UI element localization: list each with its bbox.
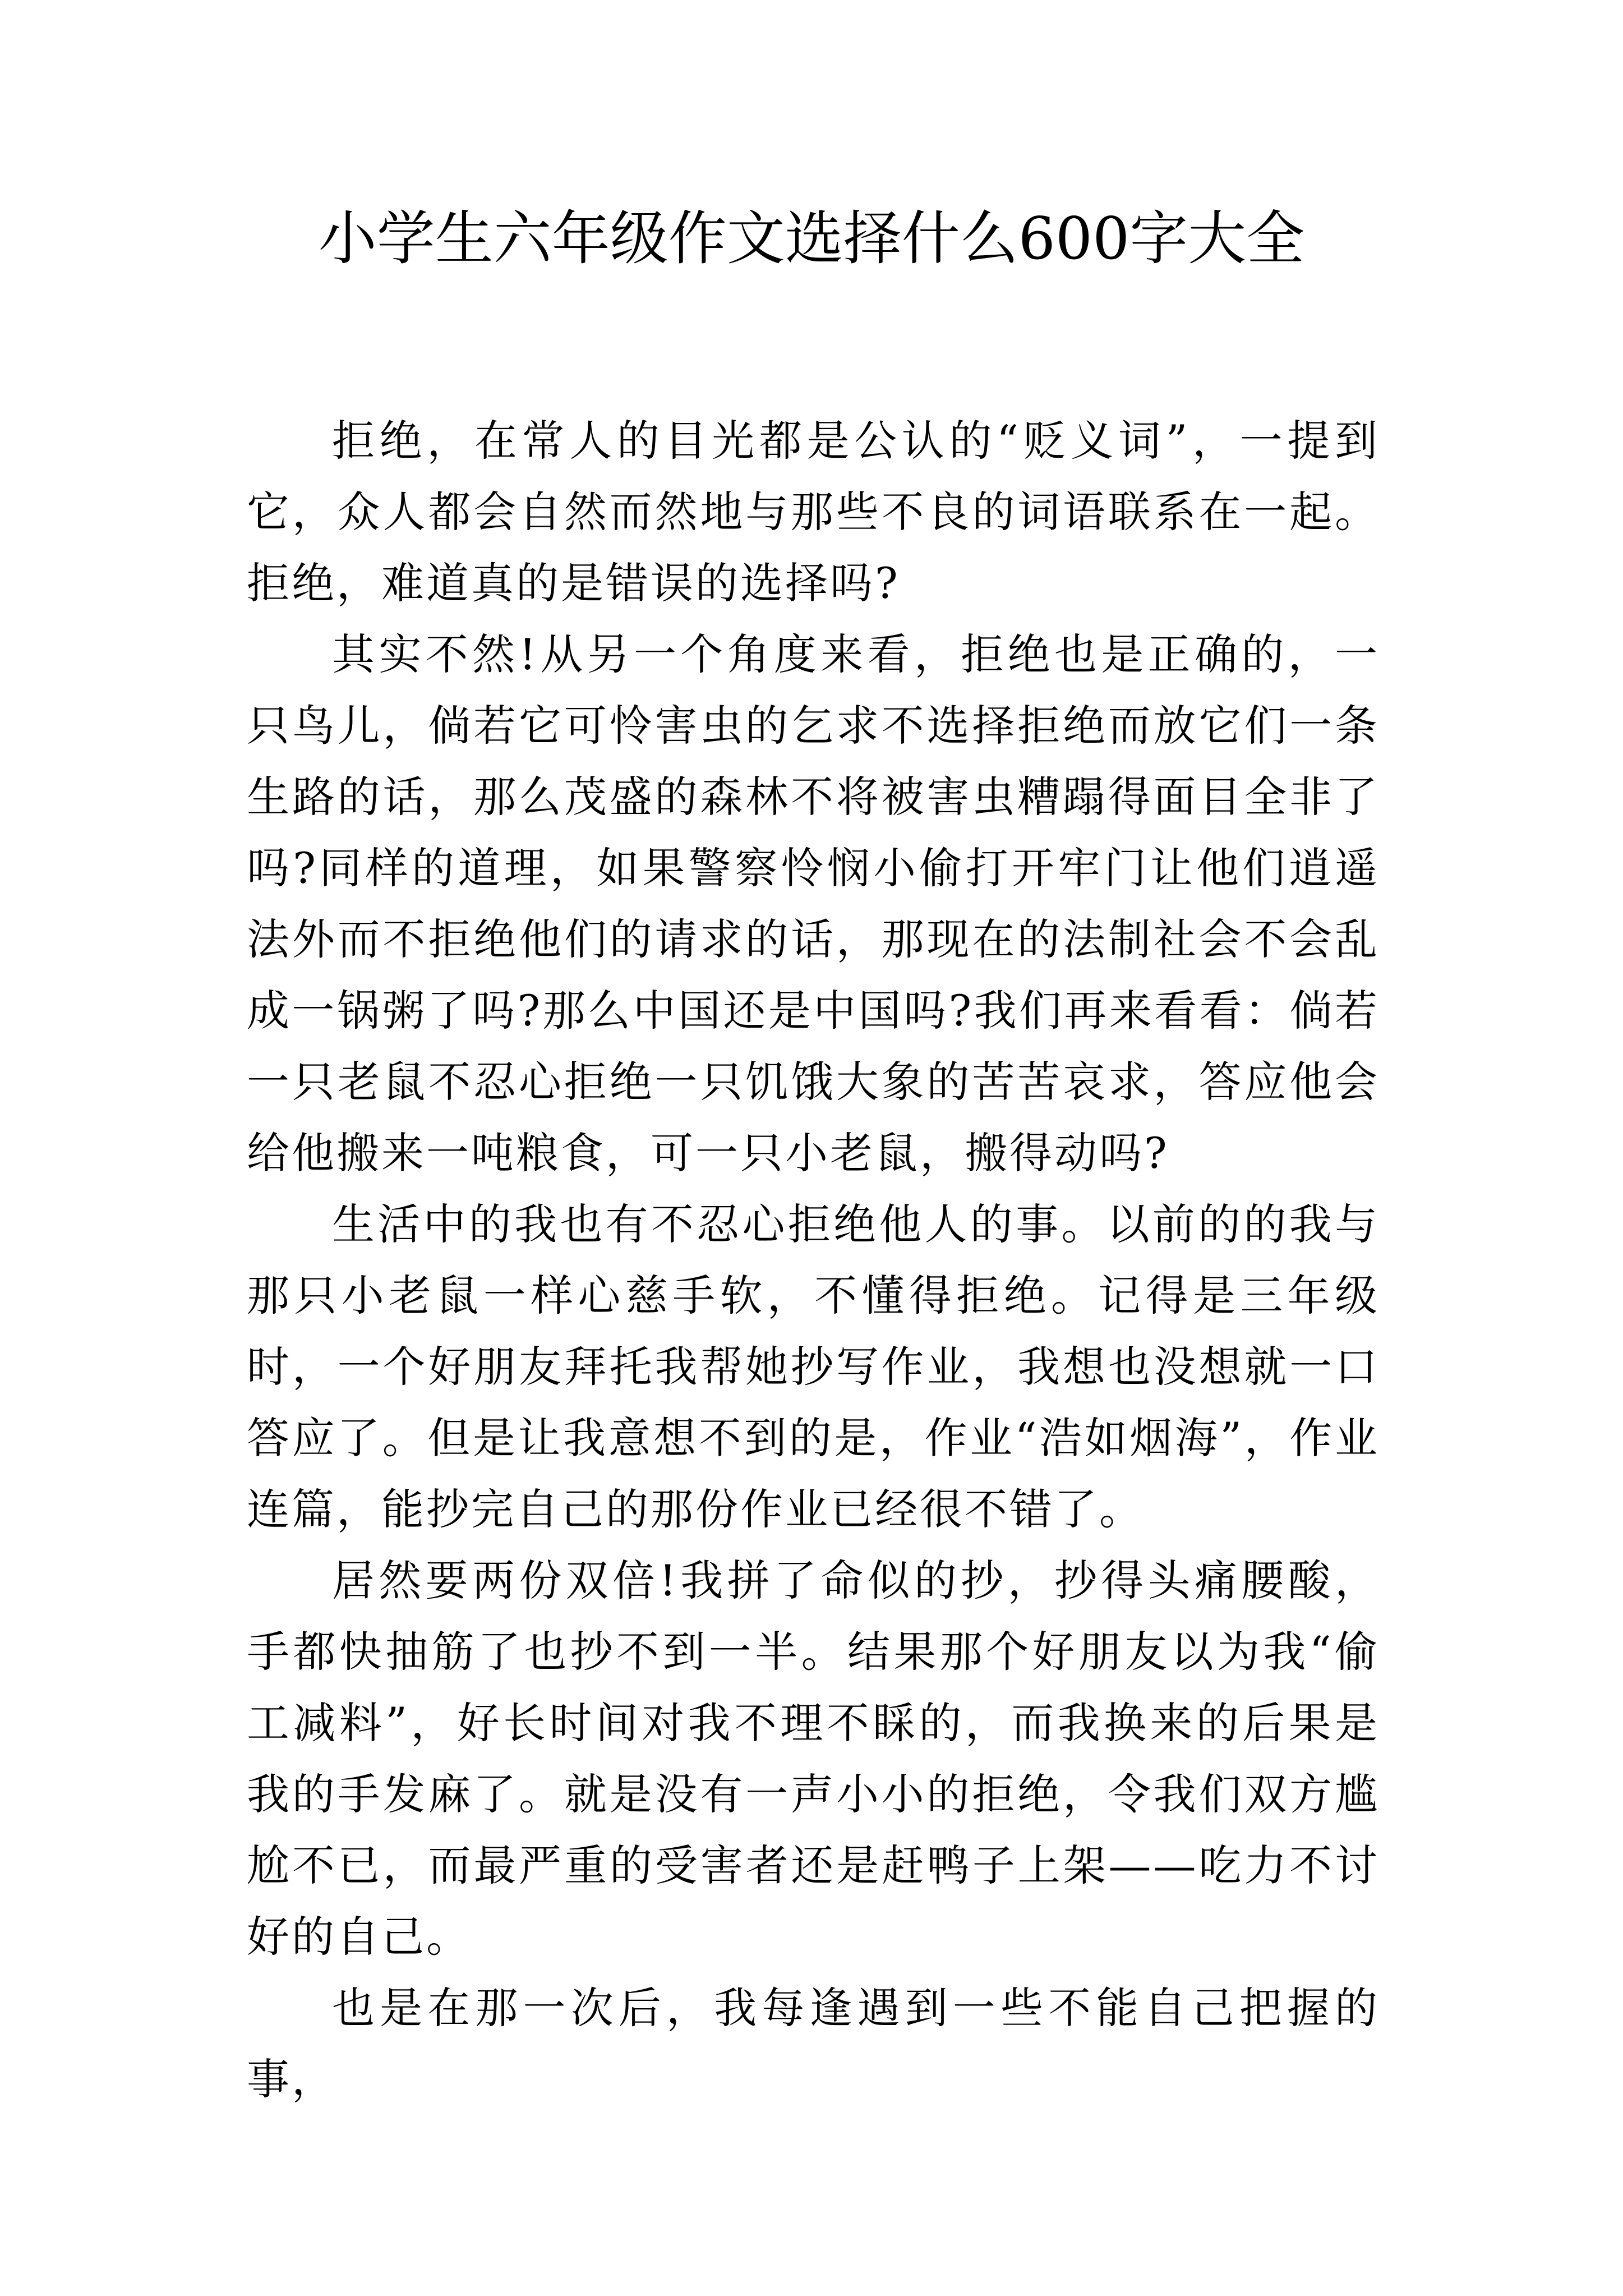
paragraph-2: 其实不然!从另一个角度来看，拒绝也是正确的，一只鸟儿，倘若它可怜害虫的乞求不选择拒绝而放它们一条生路的话，那么茂盛的森林不将被害虫糟蹋得面目全非了吗?同样的道理，如果警察怜悯小偷打开牢门让他们逍遥法外而不拒绝他们的请求的话，那现在的法制社会不会乱成一锅粥了吗?那么中国还是中国吗?我们再来看看：倘若一只老鼠不忍心拒绝一只饥饿大象的苦苦哀求，答应他会给他搬来一吨粮食，可一只小老鼠，搬得动吗? xyxy=(247,629,1380,1178)
paragraph-5: 也是在那一次后，我每逢遇到一些不能自己把握的事， xyxy=(247,1983,1380,2104)
document-body xyxy=(247,405,1380,2115)
paragraph-4: 居然要两份双倍!我拼了命似的抄，抄得头痛腰酸，手都快抽筋了也抄不到一半。结果那个好朋友以为我“偷工减料”，好长时间对我不理不睬的，而我换来的后果是我的手发麻了。就是没有一声小小的拒绝，令我们双方尴尬不已，而最严重的受害者还是赶鸭子上架——吃力不讨好的自己。 xyxy=(247,1556,1380,1962)
document-title: 小学生六年级作文选择什么600字大全 xyxy=(318,204,1305,273)
paragraph-1: 拒绝，在常人的目光都是公认的“贬义词”，一提到它，众人都会自然而然地与那些不良的词语联系在一起。拒绝，难道真的是错误的选择吗? xyxy=(247,416,1380,608)
paragraph-3: 生活中的我也有不忍心拒绝他人的事。以前的的我与那只小老鼠一样心慈手软，不懂得拒绝。记得是三年级时，一个好朋友拜托我帮她抄写作业，我想也没想就一口答应了。但是让我意想不到的是，作业“浩如烟海”，作业连篇，能抄完自己的那份作业已经很不错了。 xyxy=(247,1199,1380,1534)
